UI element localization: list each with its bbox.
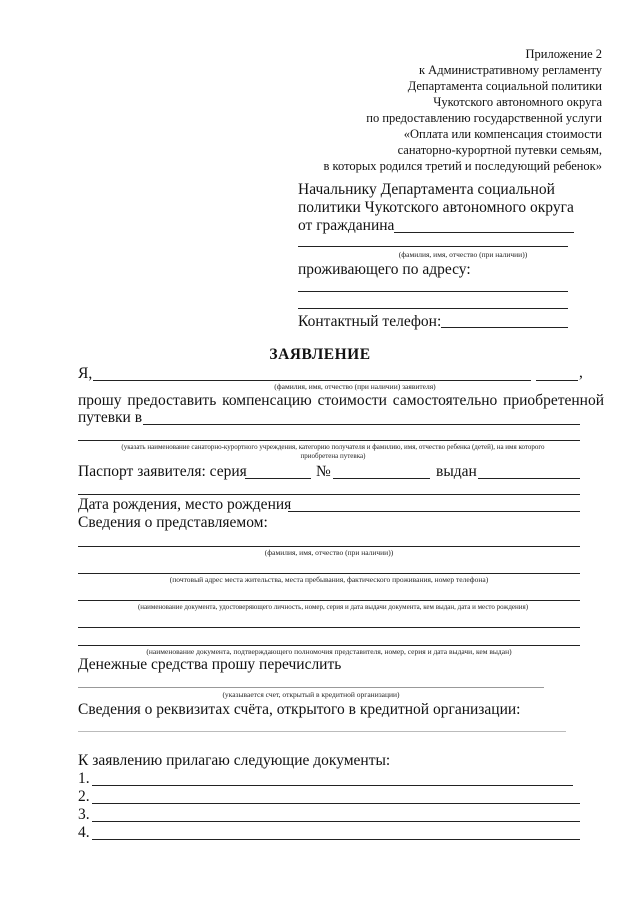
appendix-line: Департамента социальной политики [407,79,602,93]
passport-number-label: № [316,463,331,480]
from-citizen-field-2[interactable] [298,246,568,247]
attachment-field-4[interactable] [92,839,580,840]
appendix-header [324,46,602,174]
request-line-2: путевки в [78,409,143,426]
residing-label: проживающего по адресу: [298,261,471,278]
appendix-line: санаторно-курортной путевки семьям, [397,143,602,157]
birth-label: Дата рождения, место рождения [78,496,292,513]
rep-address-note: (почтовый адрес места жительства, места пребывания, фактического проживания, номер телефона) [169,575,489,584]
rep-authority-note: (наименование документа, подтверждающего полномочия представителя, номер, серия и дата выдачи, кем выдан) [146,647,512,656]
rep-id-doc-field[interactable] [78,600,580,601]
passport-label: Паспорт заявителя: серия [78,463,247,480]
appendix-line: Чукотского автономного округа [433,95,602,109]
institution-note-1: (указать наименование санаторно-курортного учреждения, категорию получателя и фамилию, имя, отчество ребенка (детей), на имя которого [121,443,545,451]
attachment-number: 2. [78,788,90,805]
addressee-line-2: политики Чукотского автономного округа [298,199,574,216]
institution-field-2[interactable] [78,440,580,441]
attachment-number: 3. [78,806,90,823]
birth-field[interactable] [288,511,580,512]
appendix-line: «Оплата или компенсация стоимости [403,127,602,141]
rep-fio-field[interactable] [78,546,580,547]
document-title: ЗАЯВЛЕНИЕ [269,346,371,363]
from-citizen-field[interactable] [394,232,574,233]
appendix-line: в которых родился третий и последующий ребенок» [323,159,602,173]
institution-note-2: приобретена путевка) [300,452,366,460]
rep-authority-field-2[interactable] [78,645,580,646]
address-field-1[interactable] [298,291,568,292]
account-details-field[interactable] [78,731,566,732]
addressee-from-label: от гражданина [298,217,395,234]
institution-field-1[interactable] [143,424,580,425]
phone-label: Контактный телефон: [298,313,442,330]
account-details-label: Сведения о реквизитах счёта, открытого в кредитной организации: [78,701,521,718]
passport-issued-field[interactable] [478,478,580,479]
passport-series-field[interactable] [245,478,311,479]
appendix-line: к Административному регламенту [418,63,602,77]
money-label: Денежные средства прошу перечислить [78,656,342,673]
fio-note: (фамилия, имя, отчество (при наличии)) [398,250,528,259]
addressee-line-1: Начальнику Департамента социальной [298,181,555,198]
phone-field[interactable] [441,327,568,328]
comma: , [579,364,583,381]
attachment-field-2[interactable] [92,803,580,804]
rep-authority-field-1[interactable] [78,627,580,628]
rep-id-doc-note: (наименование документа, удостоверяющего личность, номер, серия и дата выдачи документа, кем выдан, дата и место рождения) [137,603,529,611]
applicant-fio-field-2[interactable] [536,380,578,381]
attachment-field-1[interactable] [92,785,573,786]
passport-number-field[interactable] [333,478,430,479]
address-field-2[interactable] [298,308,568,309]
representative-label: Сведения о представляемом: [78,514,268,531]
applicant-fio-field[interactable] [93,380,531,381]
request-line-1: прошу предоставить компенсацию стоимости самостоятельно приобретенной [78,392,604,409]
rep-fio-note: (фамилия, имя, отчество (при наличии)) [264,548,394,557]
rep-address-field[interactable] [78,573,580,574]
account-note: (указывается счет, открытый в кредитной организации) [222,690,400,699]
attachment-field-3[interactable] [92,821,580,822]
passport-issued-field-2[interactable] [78,494,580,495]
account-field[interactable] [78,687,544,688]
appendix-line: по предоставлению государственной услуги [366,111,602,125]
passport-issued-label: выдан [436,463,477,480]
attachment-number: 4. [78,824,90,841]
appendix-line: Приложение 2 [525,47,602,61]
applicant-fio-note: (фамилия, имя, отчество (при наличии) заявителя) [274,382,436,391]
attachments-label: К заявлению прилагаю следующие документы: [78,752,391,769]
attachment-number: 1. [78,770,90,787]
ya-label: Я, [78,365,93,382]
